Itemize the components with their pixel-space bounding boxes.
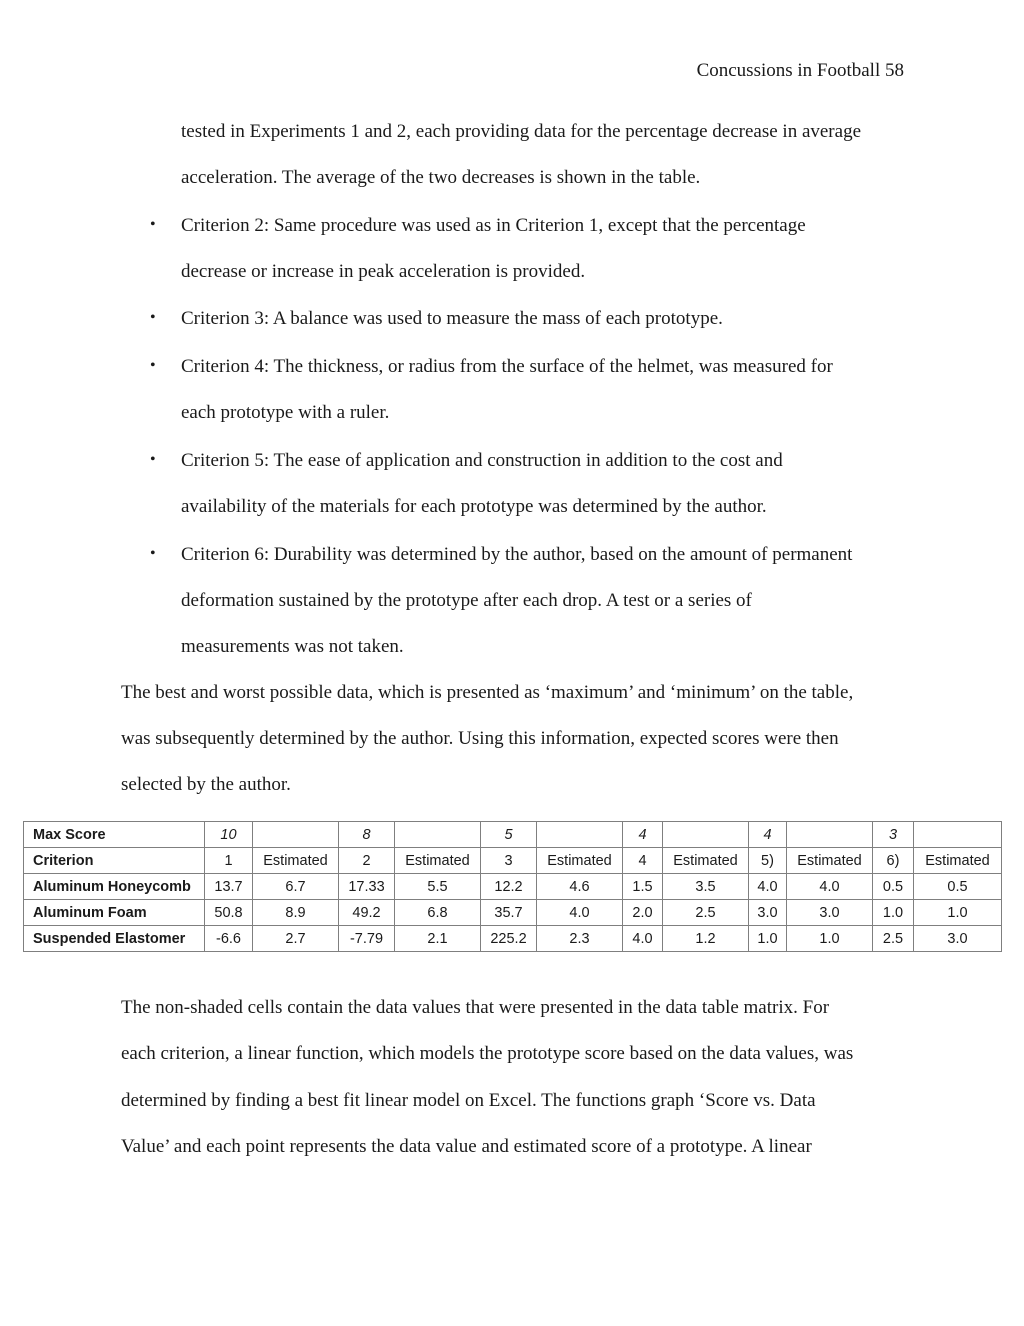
table-cell: 5)	[749, 848, 787, 874]
table-cell: Estimated	[395, 848, 481, 874]
table-cell: 1.0	[914, 900, 1002, 926]
table-cell: 8	[339, 822, 395, 848]
bullet-marker: •	[150, 545, 156, 562]
table-cell: 1	[205, 848, 253, 874]
table-cell: 1.2	[663, 926, 749, 952]
paragraph-line: determined by finding a best fit linear model on Excel. The functions graph ‘Score vs. Data	[121, 1090, 816, 1111]
bullet-line: deformation sustained by the prototype after each drop. A test or a series of	[181, 590, 752, 611]
table-cell: 4.0	[623, 926, 663, 952]
table-cell: 3.5	[663, 874, 749, 900]
table-cell: 50.8	[205, 900, 253, 926]
running-header: Concussions in Football 58	[696, 60, 904, 81]
criteria-data-table	[23, 821, 1002, 952]
table-cell: 2.1	[395, 926, 481, 952]
table-cell: 3.0	[787, 900, 873, 926]
table-cell: Estimated	[253, 848, 339, 874]
table-cell: -7.79	[339, 926, 395, 952]
table-cell: 2.0	[623, 900, 663, 926]
table-cell: 2.5	[663, 900, 749, 926]
table-cell: 6.7	[253, 874, 339, 900]
paragraph-line: selected by the author.	[121, 774, 291, 795]
bullet-line: Criterion 6: Durability was determined by the author, based on the amount of permanent	[181, 544, 853, 565]
table-row-header: Aluminum Honeycomb	[24, 874, 205, 900]
table-cell: 2.7	[253, 926, 339, 952]
bullet-marker: •	[150, 216, 156, 233]
table-cell: 1.0	[787, 926, 873, 952]
bullet-line: each prototype with a ruler.	[181, 402, 390, 423]
table-cell: 12.2	[481, 874, 537, 900]
table-cell: 6)	[873, 848, 914, 874]
table-cell: 4.0	[749, 874, 787, 900]
table-cell: 4	[749, 822, 787, 848]
table-cell: 17.33	[339, 874, 395, 900]
table-cell: 1.0	[873, 900, 914, 926]
table-cell: 13.7	[205, 874, 253, 900]
bullet-marker: •	[150, 451, 156, 468]
bullet-line: availability of the materials for each prototype was determined by the author.	[181, 496, 767, 517]
bullet-line: Criterion 2: Same procedure was used as in Criterion 1, except that the percentage	[181, 215, 806, 236]
bullet-line: decrease or increase in peak acceleration is provided.	[181, 261, 586, 282]
table-cell: 35.7	[481, 900, 537, 926]
table-cell: Estimated	[663, 848, 749, 874]
table-cell: 1.5	[623, 874, 663, 900]
table-cell: 6.8	[395, 900, 481, 926]
table-cell: 5.5	[395, 874, 481, 900]
table-cell: Estimated	[914, 848, 1002, 874]
paragraph-line: Value’ and each point represents the data value and estimated score of a prototype. A linear	[121, 1136, 812, 1157]
table-cell: 3.0	[749, 900, 787, 926]
table-row	[24, 848, 1002, 874]
paragraph-line: The non-shaded cells contain the data values that were presented in the data table matrix. For	[121, 997, 830, 1018]
table-cell: 3.0	[914, 926, 1002, 952]
table-cell	[537, 822, 623, 848]
table-cell	[253, 822, 339, 848]
table-row-header: Criterion	[24, 848, 205, 874]
bullet-line: Criterion 4: The thickness, or radius from the surface of the helmet, was measured for	[181, 356, 833, 377]
table-cell: 4	[623, 822, 663, 848]
table-cell: 4.0	[787, 874, 873, 900]
table-row	[24, 900, 1002, 926]
table-cell: 4.6	[537, 874, 623, 900]
table-cell: 10	[205, 822, 253, 848]
paragraph-line: The best and worst possible data, which is presented as ‘maximum’ and ‘minimum’ on the table,	[121, 682, 854, 703]
bullet-marker: •	[150, 357, 156, 374]
table-row	[24, 926, 1002, 952]
table-cell: 3	[481, 848, 537, 874]
table-cell: 0.5	[873, 874, 914, 900]
table-cell: 0.5	[914, 874, 1002, 900]
table-cell	[787, 822, 873, 848]
table-row-header: Aluminum Foam	[24, 900, 205, 926]
table-cell: Estimated	[537, 848, 623, 874]
table-cell: 225.2	[481, 926, 537, 952]
table-row	[24, 822, 1002, 848]
table-cell: Estimated	[787, 848, 873, 874]
body-line: acceleration. The average of the two decreases is shown in the table.	[181, 167, 701, 188]
table-cell: 2	[339, 848, 395, 874]
bullet-line: Criterion 5: The ease of application and construction in addition to the cost and	[181, 450, 783, 471]
table-cell	[663, 822, 749, 848]
table-row-header: Max Score	[24, 822, 205, 848]
table-cell: 4	[623, 848, 663, 874]
paragraph-line: was subsequently determined by the author. Using this information, expected scores were then	[121, 728, 839, 749]
table-cell: 3	[873, 822, 914, 848]
bullet-line: measurements was not taken.	[181, 636, 404, 657]
table-row-header: Suspended Elastomer	[24, 926, 205, 952]
bullet-line: Criterion 3: A balance was used to measure the mass of each prototype.	[181, 308, 723, 329]
table-cell: 49.2	[339, 900, 395, 926]
body-line: tested in Experiments 1 and 2, each providing data for the percentage decrease in average	[181, 121, 862, 142]
table-cell: 2.3	[537, 926, 623, 952]
table-cell	[395, 822, 481, 848]
table-cell: 5	[481, 822, 537, 848]
table-row	[24, 874, 1002, 900]
table-cell: 1.0	[749, 926, 787, 952]
bullet-marker: •	[150, 309, 156, 326]
table-cell: 8.9	[253, 900, 339, 926]
table-cell	[914, 822, 1002, 848]
paragraph-line: each criterion, a linear function, which models the prototype score based on the data values, was	[121, 1043, 854, 1064]
table-cell: 2.5	[873, 926, 914, 952]
table-cell: 4.0	[537, 900, 623, 926]
table-cell: -6.6	[205, 926, 253, 952]
